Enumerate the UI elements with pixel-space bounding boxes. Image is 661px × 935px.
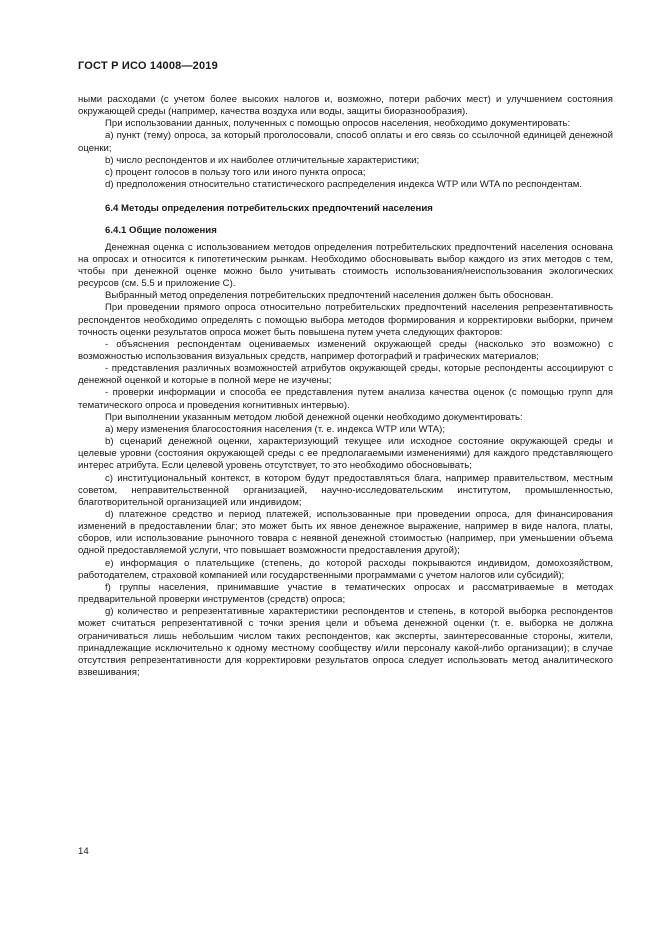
list-item: f) группы населения, принимавшие участие в тематических опросах и рассматриваемые в методах предварительной проверки инструментов (средств) опроса; <box>78 581 613 606</box>
page-number: 14 <box>78 846 89 857</box>
list-item: g) количество и репрезентативные характеристики респондентов и степень, в которой выборка респондентов может считаться репрезентативной с точки зрения цели и объема денежной оценки (т. е. выборка не должна ограничиваться лишь небольшим числом таких респондентов, как эксперты, заинтересованные стороны, жители, принадлежащие исключительно к одному местному сообществу и/или персоналу какой-либо организации); в случае отсутствия репрезентативности для корректировки результатов опроса следует использовать метод аналитического взвешивания; <box>78 606 613 679</box>
list-item: c) институциональный контекст, в котором будут предоставляться блага, например правительством, местным советом, неправительственной организацией, научно-исследовательским институтом, промышленностью, благотворительной организацией или индивидом; <box>78 472 613 508</box>
list-item: a) меру изменения благосостояния населения (т. е. индекса WTP или WTA); <box>105 423 446 435</box>
list-item: d) предположения относительно статистического распределения индекса WTP или WTA по респондентам. <box>105 179 583 191</box>
list-item: b) число респондентов и их наиболее отличительные характеристики; <box>105 154 420 166</box>
list-item: e) информация о плательщике (степень, до которой расходы покрываются индивидом, домохозяйством, работодателем, страховой компанией или государственными программами с учетом налогов или субсидий); <box>78 557 613 581</box>
list-item: c) процент голосов в пользу того или иного пункта опроса; <box>105 166 366 178</box>
list-item: a) пункт (тему) опроса, за который проголосовали, способ оплаты и его связь со ссылочной единицей денежной оценки; <box>78 130 613 154</box>
paragraph: Выбранный метод определения потребительских предпочтений населения должен быть обоснован. <box>105 290 554 302</box>
document-header: ГОСТ Р ИСО 14008—2019 <box>78 60 218 72</box>
document-body <box>78 94 613 679</box>
list-item: - представления различных возможностей атрибутов окружающей среды, которые респонденты ассоциируют с денежной оценкой и которые в полной мере не изучены; <box>78 363 613 387</box>
paragraph: При проведении прямого опроса относительно потребительских предпочтений населения репрезентативность респондентов необходимо определять с помощью выбора методов формирования и корректировки выборки, причем точность оценки результатов опроса может быть повышена путем учета следующих факторов: <box>78 302 613 338</box>
section-heading: 6.4 Методы определения потребительских предпочтений населения <box>105 203 433 215</box>
paragraph: ными расходами (с учетом более высоких налогов и, возможно, потери рабочих мест) и улучшением состояния окружающей среды (например, качества воздуха или воды, защиты биоразнообразия). <box>78 94 613 118</box>
paragraph: При использовании данных, полученных с помощью опросов населения, необходимо документировать: <box>105 118 571 130</box>
paragraph: При выполнении указанным методом любой денежной оценки необходимо документировать: <box>105 411 523 423</box>
paragraph: Денежная оценка с использованием методов определения потребительских предпочтений населения основана на опросах и относится к гипотетическим рынкам. Необходимо обосновывать выбор каждого из этих методов с тем, чтобы при денежной оценке можно было учитывать стоимость использования/неиспользования экологических ресурсов (см. 5.5 и приложение C). <box>78 241 613 290</box>
list-item: - объяснения респондентам оцениваемых изменений окружающей среды (насколько это возможно) с возможностью использования визуальных средств, например фотографий и графических материалов; <box>78 338 613 362</box>
subsection-heading: 6.4.1 Общие положения <box>105 225 217 237</box>
list-item: b) сценарий денежной оценки, характеризующий текущее или исходное состояние окружающей среды и целевые уровни (состояния окружающей среды с ее предполагаемыми изменениями) для каждого представляющего интерес атрибута. Если целевой уровень отсутствует, то это необходимо обосновывать; <box>78 436 613 472</box>
list-item: d) платежное средство и период платежей, использованные при проведении опроса, для финансирования изменений в предоставлении благ; это может быть их явное денежное выражение, например в виде налога, платы, сборов, или использование рыночного товара с неявной денежной стоимостью (например, при уменьшении объема одной предоставляемой услуги, что повышает возможности предоставления другой); <box>78 509 613 557</box>
list-item: - проверки информации и способа ее представления путем анализа качества оценок (с помощью групп для тематического опроса и проведения когнитивных интервью). <box>78 387 613 411</box>
